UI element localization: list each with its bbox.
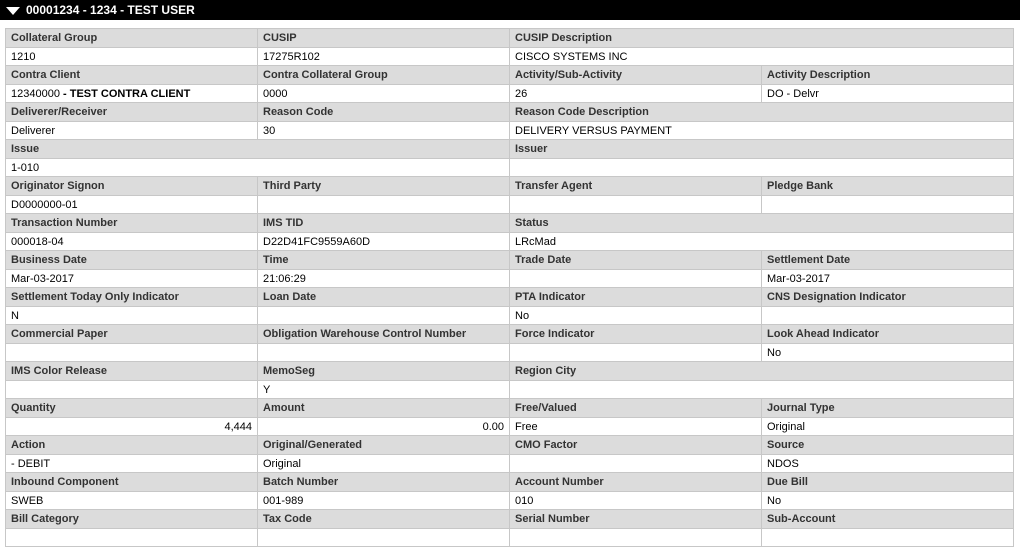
tax-code-value [257, 528, 510, 547]
quantity-value: 4,444 [5, 417, 258, 437]
transaction-number-label: Transaction Number [5, 213, 258, 233]
value-row [5, 195, 1015, 214]
third-party-label: Third Party [257, 176, 510, 196]
reason-code-description-label: Reason Code Description [509, 102, 1014, 122]
section-header[interactable] [0, 0, 1020, 20]
reason-code-label: Reason Code [257, 102, 510, 122]
transfer-agent-label: Transfer Agent [509, 176, 762, 196]
trade-date-label: Trade Date [509, 250, 762, 270]
issuer-label: Issuer [509, 139, 1014, 159]
batch-number-value: 001-989 [257, 491, 510, 511]
contra-client-label: Contra Client [5, 65, 258, 85]
free-valued-label: Free/Valued [509, 398, 762, 418]
collapse-triangle-icon[interactable] [6, 7, 20, 15]
section-title: 00001234 - 1234 - TEST USER [26, 3, 195, 17]
value-row [5, 121, 1015, 140]
cusip-description-label: CUSIP Description [509, 28, 1014, 48]
due-bill-label: Due Bill [761, 472, 1014, 492]
cns-designation-indicator-label: CNS Designation Indicator [761, 287, 1014, 307]
label-row [5, 472, 1015, 491]
value-row [5, 454, 1015, 473]
value-row [5, 380, 1015, 399]
settlement-date-value: Mar-03-2017 [761, 269, 1014, 289]
region-city-value [509, 380, 1014, 400]
settlement-date-label: Settlement Date [761, 250, 1014, 270]
free-valued-value: Free [509, 417, 762, 437]
transaction-number-value: 000018-04 [5, 232, 258, 252]
bill-category-value [5, 528, 258, 547]
action-value: - DEBIT [5, 454, 258, 474]
sub-account-value [761, 528, 1014, 547]
value-row [5, 84, 1015, 103]
original-generated-value: Original [257, 454, 510, 474]
detail-grid [5, 28, 1015, 546]
cmo-factor-value [509, 454, 762, 474]
activity-sub-activity-value: 26 [509, 84, 762, 104]
collateral-group-label: Collateral Group [5, 28, 258, 48]
transfer-agent-value [509, 195, 762, 215]
label-row [5, 213, 1015, 232]
settlement-today-only-indicator-label: Settlement Today Only Indicator [5, 287, 258, 307]
contra-client-name: - TEST CONTRA CLIENT [60, 88, 190, 100]
serial-number-label: Serial Number [509, 509, 762, 529]
time-label: Time [257, 250, 510, 270]
label-row [5, 176, 1015, 195]
ims-color-release-value [5, 380, 258, 400]
journal-type-label: Journal Type [761, 398, 1014, 418]
label-row [5, 102, 1015, 121]
loan-date-label: Loan Date [257, 287, 510, 307]
label-row [5, 324, 1015, 343]
label-row [5, 65, 1015, 84]
business-date-label: Business Date [5, 250, 258, 270]
look-ahead-indicator-label: Look Ahead Indicator [761, 324, 1014, 344]
tax-code-label: Tax Code [257, 509, 510, 529]
value-row [5, 306, 1015, 325]
label-row [5, 361, 1015, 380]
account-number-value: 010 [509, 491, 762, 511]
value-row [5, 47, 1015, 66]
action-label: Action [5, 435, 258, 455]
bill-category-label: Bill Category [5, 509, 258, 529]
value-row [5, 232, 1015, 251]
time-value: 21:06:29 [257, 269, 510, 289]
status-label: Status [509, 213, 1014, 233]
deliverer-receiver-label: Deliverer/Receiver [5, 102, 258, 122]
contra-collateral-group-label: Contra Collateral Group [257, 65, 510, 85]
quantity-label: Quantity [5, 398, 258, 418]
collateral-group-value: 1210 [5, 47, 258, 67]
business-date-value: Mar-03-2017 [5, 269, 258, 289]
deliverer-receiver-value: Deliverer [5, 121, 258, 141]
journal-type-value: Original [761, 417, 1014, 437]
label-row [5, 509, 1015, 528]
original-generated-label: Original/Generated [257, 435, 510, 455]
trade-date-value [509, 269, 762, 289]
activity-sub-activity-label: Activity/Sub-Activity [509, 65, 762, 85]
value-row [5, 528, 1015, 547]
status-value: LRcMad [509, 232, 1014, 252]
look-ahead-indicator-value: No [761, 343, 1014, 363]
commercial-paper-value [5, 343, 258, 363]
pta-indicator-value: No [509, 306, 762, 326]
amount-value: 0.00 [257, 417, 510, 437]
commercial-paper-label: Commercial Paper [5, 324, 258, 344]
pta-indicator-label: PTA Indicator [509, 287, 762, 307]
activity-description-value: DO - Delvr [761, 84, 1014, 104]
batch-number-label: Batch Number [257, 472, 510, 492]
activity-description-label: Activity Description [761, 65, 1014, 85]
value-row [5, 158, 1015, 177]
label-row [5, 28, 1015, 47]
inbound-component-label: Inbound Component [5, 472, 258, 492]
contra-collateral-group-value: 0000 [257, 84, 510, 104]
sub-account-label: Sub-Account [761, 509, 1014, 529]
cns-designation-indicator-value [761, 306, 1014, 326]
obligation-warehouse-control-number-label: Obligation Warehouse Control Number [257, 324, 510, 344]
pledge-bank-label: Pledge Bank [761, 176, 1014, 196]
cusip-label: CUSIP [257, 28, 510, 48]
value-row [5, 417, 1015, 436]
amount-label: Amount [257, 398, 510, 418]
contra-client-value [5, 84, 258, 104]
settlement-today-only-indicator-value: N [5, 306, 258, 326]
serial-number-value [509, 528, 762, 547]
ims-tid-label: IMS TID [257, 213, 510, 233]
reason-code-value: 30 [257, 121, 510, 141]
contra-client-number: 12340000 [11, 88, 60, 100]
cusip-description-value: CISCO SYSTEMS INC [509, 47, 1014, 67]
label-row [5, 398, 1015, 417]
force-indicator-label: Force Indicator [509, 324, 762, 344]
label-row [5, 287, 1015, 306]
originator-signon-label: Originator Signon [5, 176, 258, 196]
source-label: Source [761, 435, 1014, 455]
third-party-value [257, 195, 510, 215]
ims-color-release-label: IMS Color Release [5, 361, 258, 381]
value-row [5, 343, 1015, 362]
loan-date-value [257, 306, 510, 326]
account-number-label: Account Number [509, 472, 762, 492]
pledge-bank-value [761, 195, 1014, 215]
value-row [5, 491, 1015, 510]
memoseg-label: MemoSeg [257, 361, 510, 381]
inbound-component-value: SWEB [5, 491, 258, 511]
reason-code-description-value: DELIVERY VERSUS PAYMENT [509, 121, 1014, 141]
issue-label: Issue [5, 139, 510, 159]
originator-signon-value: D0000000-01 [5, 195, 258, 215]
cusip-value: 17275R102 [257, 47, 510, 67]
issuer-value [509, 158, 1014, 178]
issue-value: 1-010 [5, 158, 510, 178]
source-value: NDOS [761, 454, 1014, 474]
ims-tid-value: D22D41FC9559A60D [257, 232, 510, 252]
label-row [5, 139, 1015, 158]
memoseg-value: Y [257, 380, 510, 400]
due-bill-value: No [761, 491, 1014, 511]
obligation-warehouse-control-number-value [257, 343, 510, 363]
cmo-factor-label: CMO Factor [509, 435, 762, 455]
label-row [5, 250, 1015, 269]
value-row [5, 269, 1015, 288]
force-indicator-value [509, 343, 762, 363]
label-row [5, 435, 1015, 454]
region-city-label: Region City [509, 361, 1014, 381]
